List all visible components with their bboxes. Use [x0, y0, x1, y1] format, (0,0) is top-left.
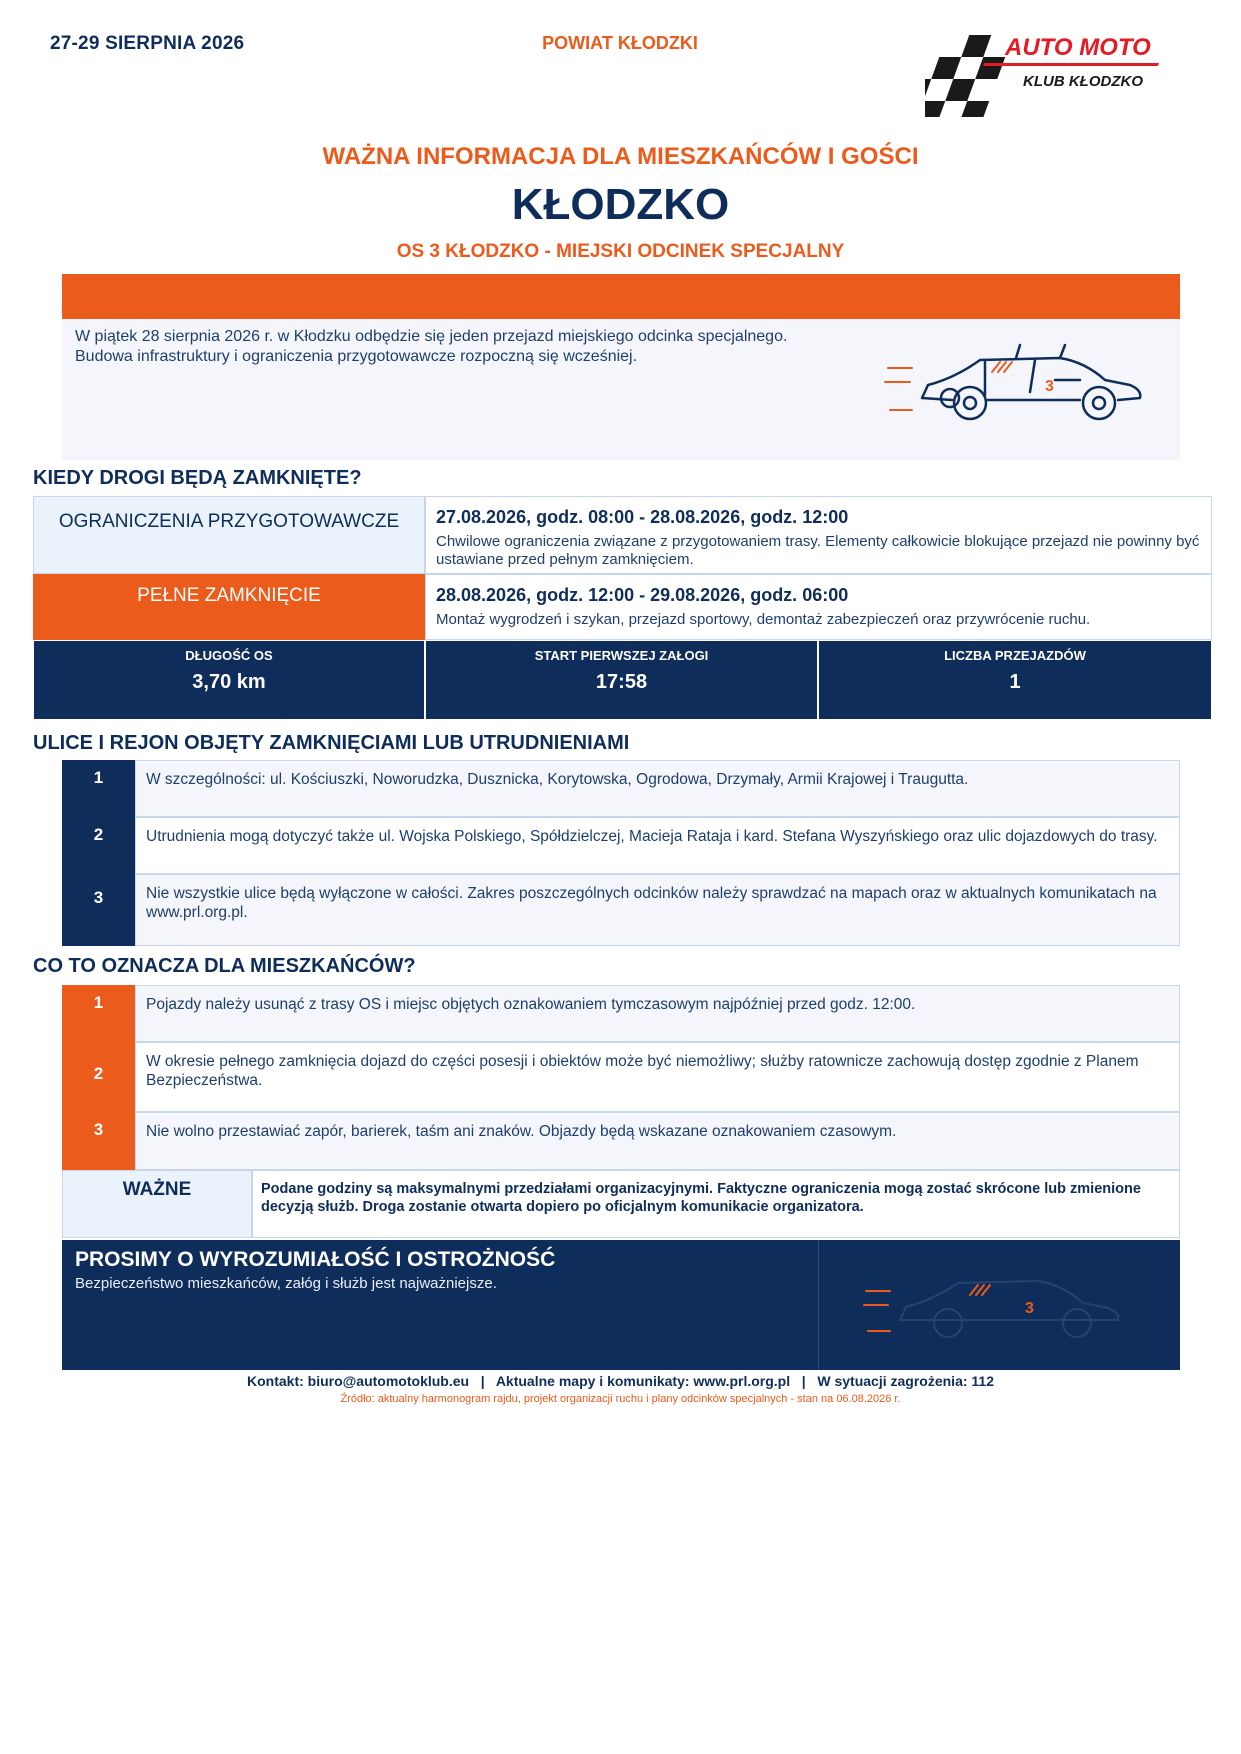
list-item	[62, 874, 1180, 946]
list-item-number: 1	[62, 760, 135, 817]
important-text: Podane godziny są maksymalnymi przedziałami organizacyjnymi. Faktyczne ograniczenia mogą zostać skrócone lub zmienione decyzją służb. Droga zostanie otwarta dopiero po oficjalnym komunikacie organizatora.	[252, 1170, 1180, 1238]
residents-heading: CO TO OZNACZA DLA MIESZKAŃCÓW?	[33, 955, 416, 977]
list-item-number: 3	[62, 1112, 135, 1170]
stat-first-start-value: 17:58	[595, 671, 648, 693]
list-item	[62, 1042, 1180, 1112]
list-item	[62, 817, 1180, 874]
bottom-divider	[818, 1240, 819, 1370]
main-headline: WAŻNA INFORMACJA DLA MIESZKAŃCÓW I GOŚCI	[322, 143, 919, 170]
city-title: KŁODZKO	[511, 180, 730, 229]
bottom-title: PROSIMY O WYROZUMIAŁOŚĆ I OSTROŻNOŚĆ	[75, 1248, 556, 1271]
stat-first-start	[425, 640, 818, 720]
intro-text	[75, 327, 787, 367]
list-item-text: Utrudnienia mogą dotyczyć także ul. Wojska Polskiego, Spółdzielczej, Macieja Rataja i kard. Stefana Wyszyńskiego oraz ulic dojazdowych do trasy.	[135, 817, 1180, 874]
stat-runs-count-label: LICZBA PRZEJAZDÓW	[944, 648, 1086, 663]
full-closure-time: 28.08.2026, godz. 12:00 - 29.08.2026, godz. 06:00	[436, 585, 849, 605]
orange-banner	[62, 274, 1180, 319]
svg-text:3: 3	[1025, 1300, 1034, 1317]
intro-line-1: W piątek 28 sierpnia 2026 r. w Kłodzku odbędzie się jeden przejazd miejskiego odcinka specjalnego.	[75, 328, 788, 345]
list-item-text: W szczególności: ul. Kościuszki, Noworudzka, Dusznicka, Korytowska, Ogrodowa, Drzymały, Armii Krajowej i Traugutta.	[135, 760, 1180, 817]
stat-runs-count-value: 1	[1009, 671, 1021, 693]
stage-subtitle: OS 3 KŁODZKO - MIEJSKI ODCINEK SPECJALNY	[396, 241, 845, 262]
closures-heading: KIEDY DROGI BĘDĄ ZAMKNIĘTE?	[33, 467, 362, 489]
full-closure-desc: Montaż wygrodzeń i szykan, przejazd sportowy, demontaż zabezpieczeń oraz przywrócenie ruchu.	[436, 611, 1091, 628]
logo-subtitle: KLUB KŁODZKO	[1023, 73, 1143, 90]
full-closure-info	[425, 574, 1212, 640]
list-item-number: 2	[62, 817, 135, 874]
stat-first-start-label: START PIERWSZEJ ZAŁOGI	[534, 648, 709, 663]
prep-restrictions-time: 27.08.2026, godz. 08:00 - 28.08.2026, godz. 12:00	[436, 507, 849, 527]
stat-stage-length-value: 3,70 km	[192, 671, 266, 693]
logo-title: AUTO MOTO	[1005, 34, 1151, 61]
stat-stage-length-label: DŁUGOŚĆ OS	[185, 648, 273, 663]
svg-text:3: 3	[1045, 378, 1054, 395]
auto-moto-klub-logo	[925, 33, 1180, 119]
list-item	[62, 760, 1180, 817]
streets-heading: ULICE I REJON OBJĘTY ZAMKNIĘCIAMI LUB UTRUDNIENIAMI	[33, 732, 630, 754]
prep-restrictions-info	[425, 496, 1212, 574]
list-item	[62, 1112, 1180, 1170]
stat-stage-length	[33, 640, 425, 720]
contact-line: Kontakt: biuro@automotoklub.eu | Aktualne mapy i komunikaty: www.prl.org.pl | W sytuacji zagrożenia: 112	[247, 1373, 994, 1389]
rally-car-watermark-icon	[860, 1265, 1130, 1350]
list-item-number: 1	[62, 985, 135, 1042]
prep-restrictions-desc: Chwilowe ograniczenia związane z przygotowaniem trasy. Elementy całkowicie blokujące przejazd nie powinny być ustawiane przed pełnym zamknięciem.	[436, 533, 1200, 568]
list-item-number: 2	[62, 1042, 135, 1112]
important-label: WAŻNE	[62, 1170, 252, 1238]
list-item	[62, 985, 1180, 1042]
intro-line-2: Budowa infrastruktury i ograniczenia przygotowawcze rozpoczną się wcześniej.	[75, 348, 638, 365]
list-item-text: Pojazdy należy usunąć z trasy OS i miejsc objętych oznakowaniem tymczasowym najpóźniej przed godz. 12:00.	[135, 985, 1180, 1042]
county-label: POWIAT KŁODZKI	[542, 33, 698, 53]
source-note: Źródło: aktualny harmonogram rajdu, projekt organizacji ruchu i plany odcinków specjalnych - stan na 06.08.2026 r.	[340, 1393, 901, 1405]
full-closure-label: PEŁNE ZAMKNIĘCIE	[33, 574, 425, 640]
prep-restrictions-label: OGRANICZENIA PRZYGOTOWAWCZE	[33, 496, 425, 574]
event-date: 27-29 SIERPNIA 2026	[50, 33, 245, 54]
list-item-number: 3	[62, 874, 135, 946]
stat-runs-count	[818, 640, 1212, 720]
rally-car-icon	[880, 340, 1150, 430]
bottom-subtitle: Bezpieczeństwo mieszkańców, załóg i służb jest najważniejsze.	[75, 1275, 497, 1292]
list-item-text: Nie wolno przestawiać zapór, barierek, taśm ani znaków. Objazdy będą wskazane oznakowaniem czasowym.	[135, 1112, 1180, 1170]
list-item-text: W okresie pełnego zamknięcia dojazd do części posesji i obiektów może być niemożliwy; służby ratownicze zachowują dostęp zgodnie z Planem Bezpieczeństwa.	[135, 1042, 1180, 1112]
list-item-text: Nie wszystkie ulice będą wyłączone w całości. Zakres poszczególnych odcinków należy sprawdzać na mapach oraz w aktualnych komunikatach na www.prl.org.pl.	[135, 874, 1180, 946]
